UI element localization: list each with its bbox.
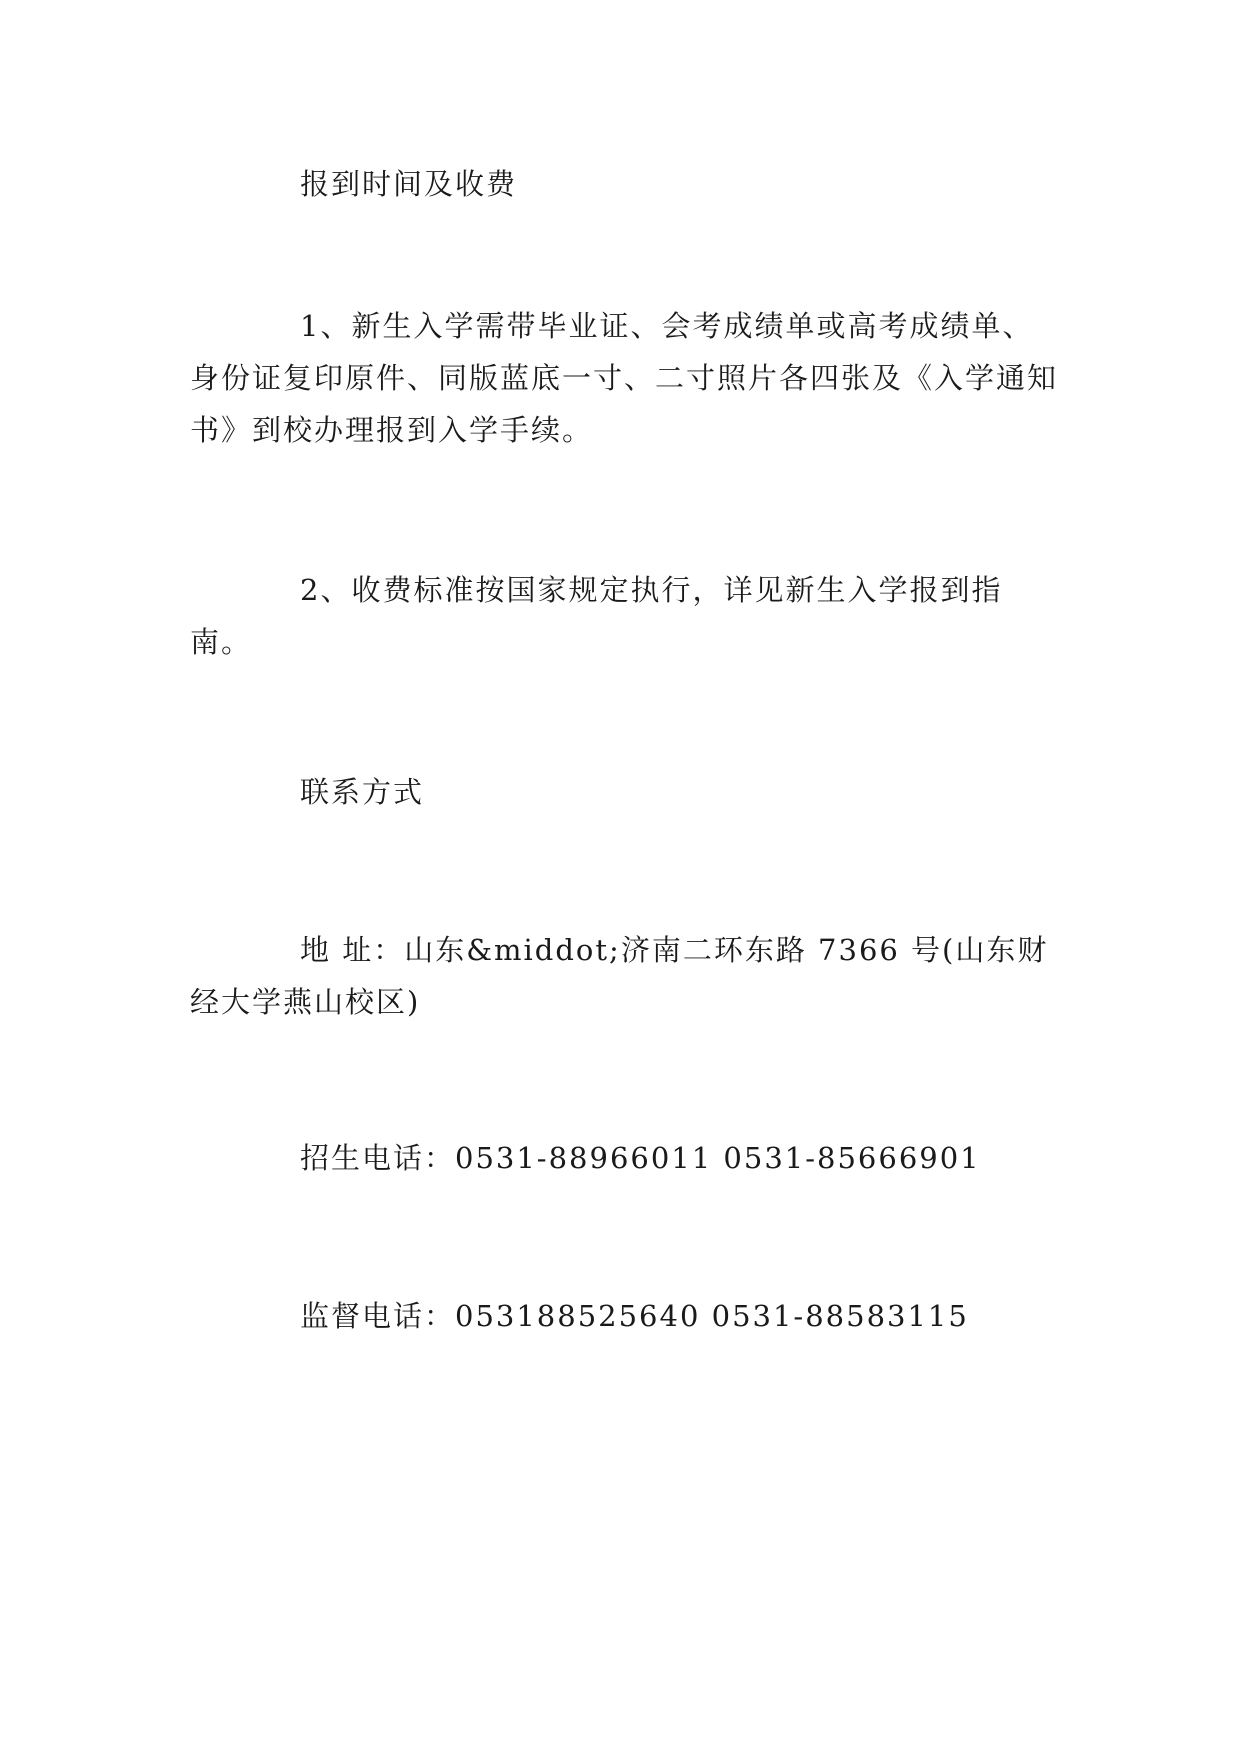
contact-admission-phone: 招生电话：0531-88966011 0531-85666901 <box>300 1141 981 1175</box>
section-title-contact: 联系方式 <box>300 775 425 809</box>
paragraph-item-1: 1、新生入学需带毕业证、会考成绩单或高考成绩单、身份证复印原件、同版蓝底一寸、二寸照片各四张及《入学通知书》到校办理报到入学手续。 <box>190 309 1059 447</box>
paragraph-item-2: 2、收费标准按国家规定执行，详见新生入学报到指南。 <box>190 573 1003 659</box>
section-title-fees: 报到时间及收费 <box>300 167 518 201</box>
contact-address: 地 址：山东&middot;济南二环东路 7366 号(山东财经大学燕山校区) <box>190 933 1049 1019</box>
contact-supervision-phone: 监督电话：053188525640 0531-88583115 <box>300 1299 969 1333</box>
